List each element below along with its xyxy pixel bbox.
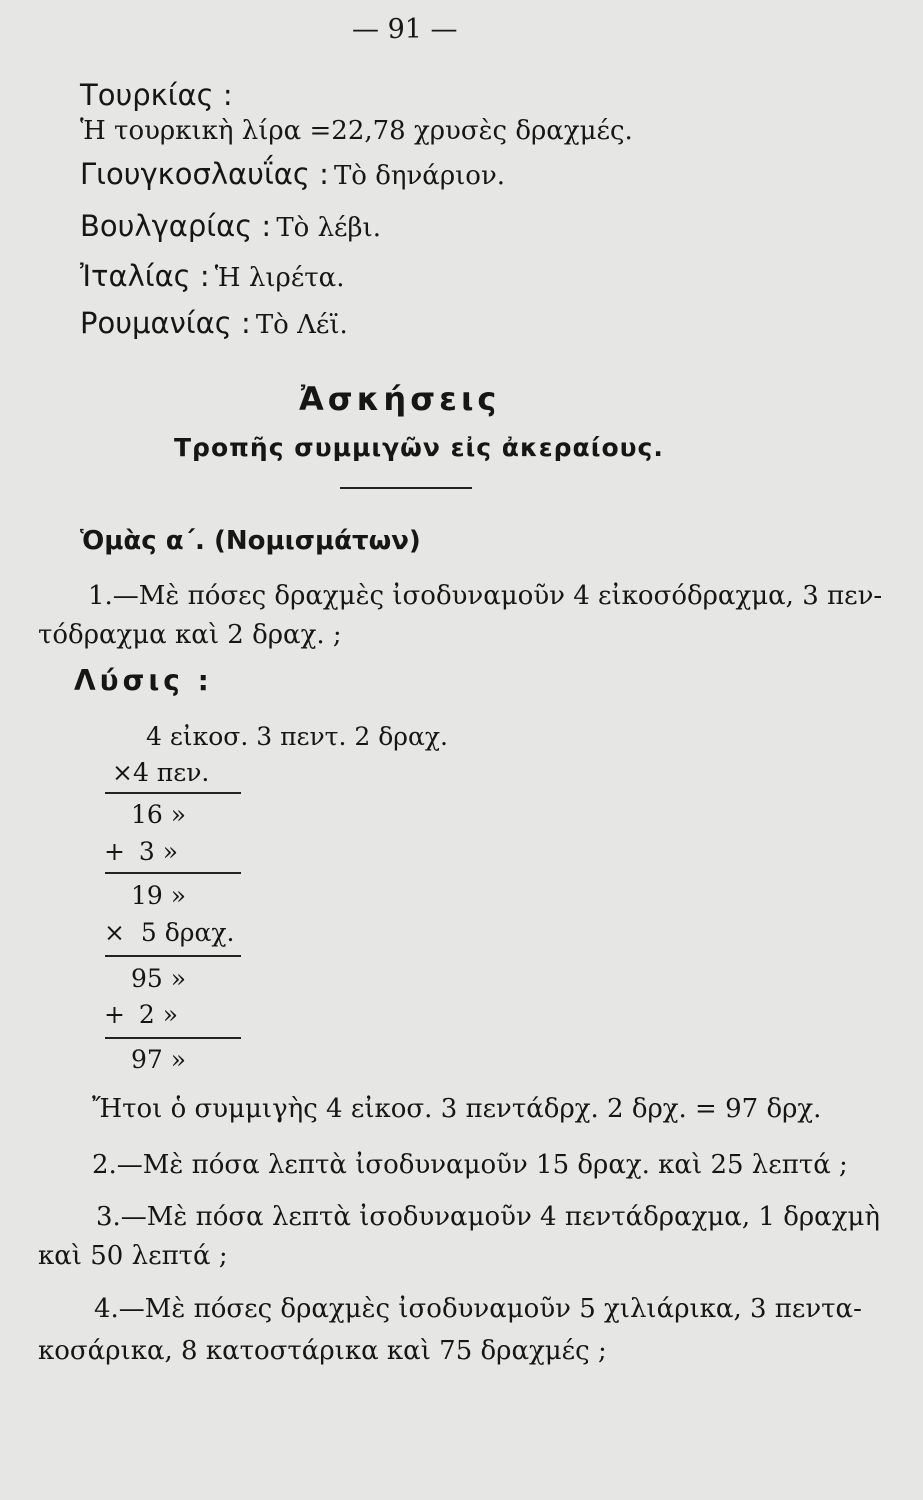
calc-row-3 [104, 837, 178, 866]
solution-label: Λύσις : [74, 664, 213, 697]
calc-value: 5 δραχ. [140, 918, 235, 947]
currency-romania-text: Τὸ Λέϊ. [255, 310, 348, 340]
problem-4-line-2: κοσάρικα, 8 κατοστάρικα καὶ 75 δραχμές ; [38, 1336, 607, 1366]
problem-1-line-1: 1.—Μὲ πόσες δραχμὲς ἰσοδυναμοῦν 4 εἰκοσόδραχμα, 3 πεν- [88, 581, 883, 611]
calc-operator: × [104, 918, 125, 947]
calc-row-8 [131, 1045, 186, 1074]
calc-row-2 [131, 800, 186, 829]
calc-operator: + [104, 837, 125, 866]
problem-3-line-1: 3.—Μὲ πόσα λεπτὰ ἰσοδυναμοῦν 4 πεντάδραχμα, 1 δραχμὴ [96, 1202, 880, 1232]
calc-value: 16 » [131, 800, 187, 829]
problem-2: 2.—Μὲ πόσα λεπτὰ ἰσοδυναμοῦν 15 δραχ. καὶ 25 λεπτά ; [92, 1150, 848, 1180]
calc-operator: × [112, 758, 133, 787]
country-bulgaria: Βουλγαρίας : [80, 209, 272, 243]
currency-bulgaria-text: Τὸ λέβι. [276, 213, 382, 243]
exercises-heading: Ἀσκήσεις [299, 380, 501, 418]
calc-rule-2 [105, 872, 241, 874]
calc-rule-3 [105, 955, 241, 957]
calc-row-6 [131, 964, 186, 993]
calc-rule-1 [105, 792, 241, 794]
problem-4-line-1: 4.—Μὲ πόσες δραχμὲς ἰσοδυναμοῦν 5 χιλιάρικα, 3 πεντα- [94, 1294, 862, 1324]
calc-value: 19 » [131, 881, 187, 910]
calc-value: 97 » [131, 1045, 187, 1074]
calc-row-4 [131, 881, 186, 910]
calc-value: 95 » [131, 964, 187, 993]
currency-line-bulgaria [80, 209, 381, 243]
result-line: Ἤτοι ὁ συμμιγὴς 4 εἰκοσ. 3 πεντάδρχ. 2 δρχ. = 97 δρχ. [92, 1094, 822, 1124]
currency-italy-text: Ἡ λιρέτα. [214, 263, 345, 293]
currency-yugoslavia-text: Τὸ δηνάριον. [333, 161, 506, 191]
calc-row-5 [104, 918, 235, 947]
calc-value: 3 » [138, 837, 179, 866]
page-number: — 91 — [352, 14, 458, 45]
calc-value: 2 » [138, 1000, 179, 1029]
problem-3-line-2: καὶ 50 λεπτά ; [38, 1241, 228, 1271]
group-title: Ὁμὰς α΄. (Νομισμάτων) [80, 526, 421, 556]
calc-value: 4 πεν. [132, 758, 210, 787]
exercises-subheading: Τροπῆς συμμιγῶν εἰς ἀκεραίους. [174, 433, 664, 462]
country-yugoslavia: Γιουγκοσλαυΐας : [80, 157, 329, 191]
country-turkey: Τουρκίας : [80, 78, 233, 112]
calc-operator: + [104, 1000, 125, 1029]
calc-row-1 [112, 758, 209, 787]
calc-header: 4 εἰκοσ. 3 πεντ. 2 δραχ. [146, 722, 448, 751]
country-romania: Ρουμανίας : [80, 306, 251, 340]
calc-rule-4 [105, 1037, 241, 1039]
currency-line-yugoslavia [80, 157, 505, 191]
country-italy: Ἰταλίας : [80, 259, 210, 293]
problem-1-line-2: τόδραχμα καὶ 2 δραχ. ; [38, 620, 342, 650]
currency-line-romania [80, 306, 348, 340]
currency-turkey-text: Ἡ τουρκικὴ λίρα =22,78 χρυσὲς δραχμές. [80, 116, 633, 146]
heading-divider [340, 487, 472, 489]
calc-row-7 [104, 1000, 178, 1029]
currency-line-italy [80, 259, 345, 293]
